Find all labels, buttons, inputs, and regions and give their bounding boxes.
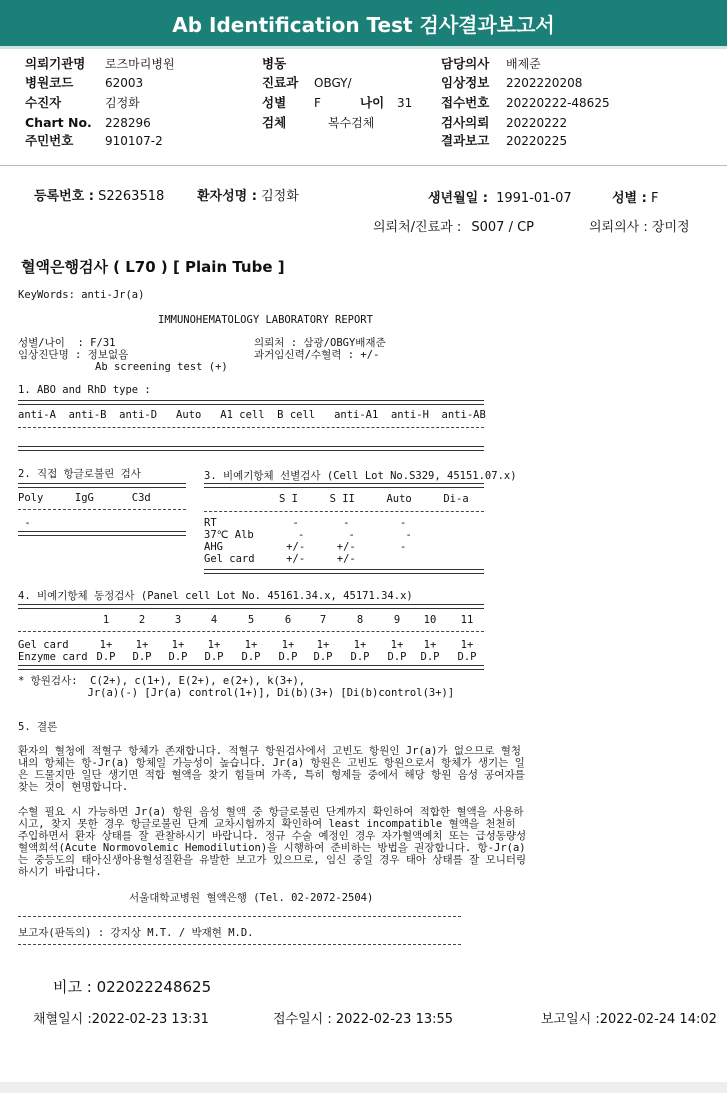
panel-col-4: 4 (210, 614, 218, 626)
report-title: Ab Identification Test 검사결과보고서 (172, 12, 555, 37)
info-code: 병원코드 (25, 75, 74, 90)
panel-enzyme-cell-1: D.P (96, 651, 116, 663)
panel-gel-cell-8: 1+ (353, 639, 367, 651)
panel-col-1: 1 (102, 614, 110, 626)
abo-columns: anti-A anti-B anti-D Auto A1 cell B cell anti-A1 anti-H anti-AB (18, 409, 486, 421)
info-chart: Chart No. (25, 115, 92, 130)
info-clinical: 임상정보 (441, 75, 490, 90)
receipt-time: 접수일시 : 2022-02-23 13:55 (273, 1012, 454, 1027)
abo-rule-bottom (18, 446, 484, 451)
screen-title: 3. 비예기항체 선별검사 (Cell Lot No.S329, 45151.07.x) (204, 470, 517, 482)
dat-rule-top (18, 483, 186, 488)
panel-rule-top (18, 604, 484, 609)
panel-col-8: 8 (356, 614, 364, 626)
info-hospital-value: 로즈마리병원 (105, 57, 175, 71)
reg-number: 등록번호 : S2263518 (34, 189, 165, 204)
panel-enzyme-cell-3: D.P (168, 651, 188, 663)
antigen-line-2: Jr(a)(-) [Jr(a) control(1+)], Di(b)(3+) [Di(b)control(3+)] (18, 687, 455, 699)
panel-gel-cell-7: 1+ (316, 639, 330, 651)
info-result-value: 20220225 (506, 134, 568, 148)
collection-time: 채혈일시 :2022-02-23 13:31 (33, 1012, 209, 1027)
abo-title: 1. ABO and RhD type : (18, 384, 151, 396)
hospital-line: 서울대학교병원 혈액은행 (Tel. 02-2072-2504) (129, 892, 374, 904)
panel-enzyme-cell-8: D.P (350, 651, 370, 663)
reg-dob: 생년월일 : 1991-01-07 (428, 191, 572, 206)
report-time: 보고일시 :2022-02-24 14:02 (541, 1012, 717, 1027)
info-chart-value: 228296 (105, 116, 151, 130)
panel-enzyme-label: Enzyme card (18, 651, 88, 663)
reporter-line: 보고자(판독의) : 강지상 M.T. / 박재현 M.D. (18, 927, 254, 939)
screen-columns: S I S II Auto Di-a (279, 493, 469, 505)
screen-row-gel: Gel card +/- +/- (204, 553, 356, 565)
clinical-diagnosis: 임상진단명 : 정보없음 (18, 349, 129, 361)
screen-row-alb: 37℃ Alb - - - (204, 529, 412, 541)
lab-title: IMMUNOHEMATOLOGY LABORATORY REPORT (158, 314, 373, 326)
info-code-value: 62003 (105, 76, 144, 90)
info-dept: 진료과 (262, 75, 299, 90)
conclusion-paragraph-2: 수혈 필요 시 가능하면 Jr(a) 항원 음성 혈액 중 항글로불린 단계까지 확인하여 적합한 혈액을 사용하시고, 찾지 못한 경우 항글로불린 단계 교차시험까지 확인하여 least incompatible 혈액을 천천히 주입하면서 환자 상태를 잘 관찰하시기 바랍니다. 정규 수술 예정인 경우 자가혈액예치 또는 급성동량성혈액희석(Acute Normovolemic Hemodilution)을 시행하여 준비하는 방법을 권장합니다. 항-Jr(a)는 중등도의 태아신생아용혈성질환을 유발한 보고가 있으므로, 임신 중일 경우 태아 상태를 잘 모니터링하시기 바랍니다. (18, 806, 527, 878)
abo-rule-mid (18, 427, 484, 428)
info-receipt-value: 20220222-48625 (506, 96, 610, 110)
panel-gel-cell-2: 1+ (135, 639, 149, 651)
dat-title: 2. 직접 항글로불린 검사 (18, 468, 141, 480)
panel-col-2: 2 (138, 614, 146, 626)
dat-columns: Poly IgG C3d (18, 492, 151, 504)
reporter-rule-top (18, 916, 461, 917)
info-patient-value: 김정화 (105, 96, 140, 110)
info-receipt: 접수번호 (441, 95, 490, 110)
referral: 의뢰처 : 삼광/OBGY배재준 (254, 337, 386, 349)
panel-enzyme-cell-7: D.P (313, 651, 333, 663)
info-specimen-value: 복수검체 (328, 116, 375, 130)
panel-enzyme-cell-4: D.P (204, 651, 224, 663)
header-divider (0, 46, 727, 49)
info-request: 검사의뢰 (441, 115, 490, 130)
panel-rule-mid (18, 631, 484, 632)
reporter-rule-bottom (18, 944, 461, 945)
conclusion-title: 5. 결론 (18, 721, 58, 733)
reg-sex: 성별 : F (612, 191, 659, 206)
screen-row-ahg: AHG +/- +/- - (204, 541, 407, 553)
panel-gel-cell-10: 1+ (423, 639, 437, 651)
dat-rule-bottom (18, 531, 186, 536)
panel-title: 4. 비예기항체 동정검사 (Panel cell Lot No. 45161.34.x, 45171.34.x) (18, 590, 413, 602)
info-doctor-value: 배제준 (506, 57, 541, 71)
reg-dept: 의뢰처/진료과 : S007 / CP (373, 220, 535, 235)
panel-enzyme-cell-11: D.P (457, 651, 477, 663)
panel-gel-cell-3: 1+ (171, 639, 185, 651)
info-ward: 병동 (262, 56, 287, 71)
panel-col-6: 6 (284, 614, 292, 626)
panel-gel-cell-11: 1+ (460, 639, 474, 651)
screen-row-rt: RT - - - (204, 517, 407, 529)
screen-rule-mid (204, 511, 484, 512)
antigen-line-1: * 항원검사: C(2+), c(1+), E(2+), e(2+), k(3+), (18, 675, 306, 687)
dat-rule-mid (18, 509, 186, 510)
info-clinical-value: 2202220208 (506, 76, 583, 90)
info-sex: 성별 (262, 95, 287, 110)
panel-col-3: 3 (174, 614, 182, 626)
panel-gel-cell-9: 1+ (390, 639, 404, 651)
info-dept-value: OBGY/ (314, 76, 352, 90)
info-request-value: 20220222 (506, 116, 568, 130)
info-doctor: 담당의사 (441, 56, 490, 71)
panel-enzyme-cell-9: D.P (387, 651, 407, 663)
panel-col-5: 5 (247, 614, 255, 626)
report-header (0, 0, 727, 46)
screen-rule-bottom (204, 569, 484, 574)
history: 과거임신력/수혈력 : +/- (254, 349, 380, 361)
panel-gel-cell-6: 1+ (281, 639, 295, 651)
sex-age: 성별/나이 : F/31 (18, 337, 116, 349)
panel-gel-cell-5: 1+ (244, 639, 258, 651)
note: 비고 : 022022248625 (53, 978, 212, 996)
reg-doctor: 의뢰의사 : 장미정 (589, 220, 690, 235)
panel-col-10: 10 (423, 614, 437, 626)
reg-name: 환자성명 : 김정화 (197, 189, 299, 204)
panel-col-11: 11 (460, 614, 474, 626)
screen-rule-top (204, 483, 484, 488)
dat-result: - (18, 517, 31, 529)
section-title: 혈액은행검사 ( L70 ) [ Plain Tube ] (21, 258, 285, 276)
info-hospital: 의뢰기관명 (25, 56, 86, 71)
conclusion-paragraph-1: 환자의 혈청에 적혈구 항체가 존재합니다. 적혈구 항원검사에서 고빈도 항원인 Jr(a)가 없으므로 혈청 내의 항체는 항-Jr(a) 항체일 가능성이 높습니다. Jr(a) 항원은 고빈도 항원으로서 항체가 생기는 일은 드물지만 일단 생기면 적합 혈액을 찾기 힘들며 가족, 특히 형제들 중에서 해당 항원 음성 공여자를 찾는 것이 현명합니다. (18, 745, 525, 793)
panel-rule-bottom (18, 665, 484, 670)
info-sex-value: F (314, 96, 321, 110)
info-rrn: 주민번호 (25, 133, 74, 148)
panel-col-9: 9 (393, 614, 401, 626)
panel-col-7: 7 (319, 614, 327, 626)
panel-gel-cell-1: 1+ (99, 639, 113, 651)
panel-enzyme-cell-2: D.P (132, 651, 152, 663)
panel-gel-label: Gel card (18, 639, 69, 651)
info-age-value: 31 (397, 96, 413, 110)
keywords: KeyWords: anti-Jr(a) (18, 289, 145, 301)
panel-gel-cell-4: 1+ (207, 639, 221, 651)
info-age: 나이 (360, 95, 385, 110)
screening-result: Ab screening test (+) (95, 361, 228, 373)
page-bottom-bar (0, 1082, 727, 1093)
info-result: 결과보고 (441, 133, 490, 148)
panel-enzyme-cell-6: D.P (278, 651, 298, 663)
info-divider (0, 165, 727, 166)
panel-enzyme-cell-10: D.P (420, 651, 440, 663)
abo-rule-top (18, 400, 484, 405)
panel-enzyme-cell-5: D.P (241, 651, 261, 663)
info-specimen: 검체 (262, 115, 287, 130)
info-patient: 수진자 (25, 95, 62, 110)
info-rrn-value: 910107-2 (105, 134, 163, 148)
